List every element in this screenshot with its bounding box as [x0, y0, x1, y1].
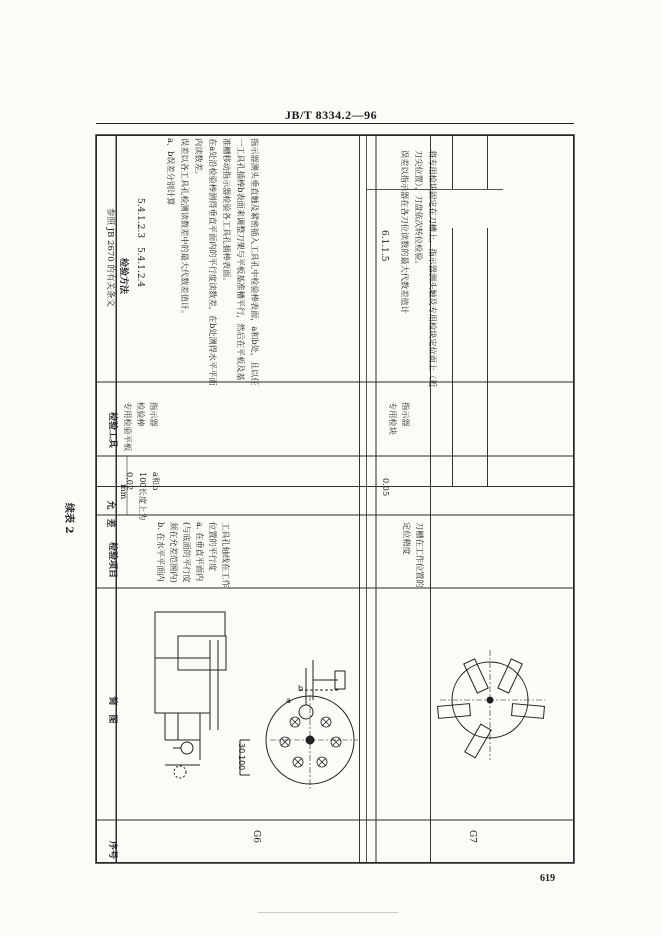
- standard-number: JB/T 8334.2—96: [284, 108, 378, 122]
- g6-method-ref: 5.4.1.2.3 5.4.1.2.4: [135, 198, 145, 288]
- label-b: b: [298, 684, 304, 693]
- tolerance-header: 允 差: [105, 500, 115, 528]
- seq-header: 序号: [107, 840, 117, 859]
- method-header: 检验方法: [118, 257, 128, 294]
- method-reference: 参照 JB 2670 的有关条文: [105, 208, 115, 307]
- tolerance-unit: mm: [119, 484, 128, 500]
- label-a: a: [286, 696, 291, 705]
- footer-rule: [258, 912, 398, 913]
- dim-label-30: 30: [237, 743, 246, 754]
- g7-seq: G7: [467, 830, 477, 843]
- g7-tools: 指示器 专用检块: [388, 402, 411, 435]
- g6-seq: G6: [251, 830, 261, 843]
- g7-method-ref: 6.1.1.5: [379, 230, 389, 262]
- g6-method-text: 指示器测头垂直触及紧密插入工具孔中检验棒表面，a和b处，且以任一工具孔插棒b表面来调整刀架与平板基准槽平行，然后在平板及基准槽移动指示器检验各工具孔插棒表面。 在a处沿检验棒测得垂直平面内的平行度读数差，在b处测得水平平面内读数差。 误差以各工具孔检测读数差中的最大代数差值计。 a、b误差分别计算: [166, 138, 260, 386]
- diagram-header: 简 图: [107, 696, 117, 724]
- g7-item: 刀槽在工作位置的定位精度: [402, 522, 425, 588]
- g7-method-text: 将专用检块固定在刀槽上，指示器测头触及专用检块定位面上（近刀尖位置），刀盘依次转位检验。 误差以指示器在各刀位读数的最大代数差值计: [400, 150, 438, 388]
- g6-tools: 指示器 检验棒 专用检验平板: [123, 402, 159, 452]
- g7-tolerance: 0.05: [381, 478, 391, 497]
- item-header: 检验项目: [107, 541, 117, 578]
- page-number: 619: [540, 873, 555, 884]
- table-caption: 续表 2: [63, 503, 74, 534]
- g6-tolerance: a和b 100长度上为 0.02: [125, 472, 161, 521]
- dim-label-100: 100: [237, 755, 246, 771]
- tools-header: 检验工具: [107, 411, 117, 448]
- g6-item: 工具孔轴线在工作位置的平行度 a. 在垂直平面内 (与底面的平行度须在允差范围内) b. 在水平平面内: [156, 522, 231, 588]
